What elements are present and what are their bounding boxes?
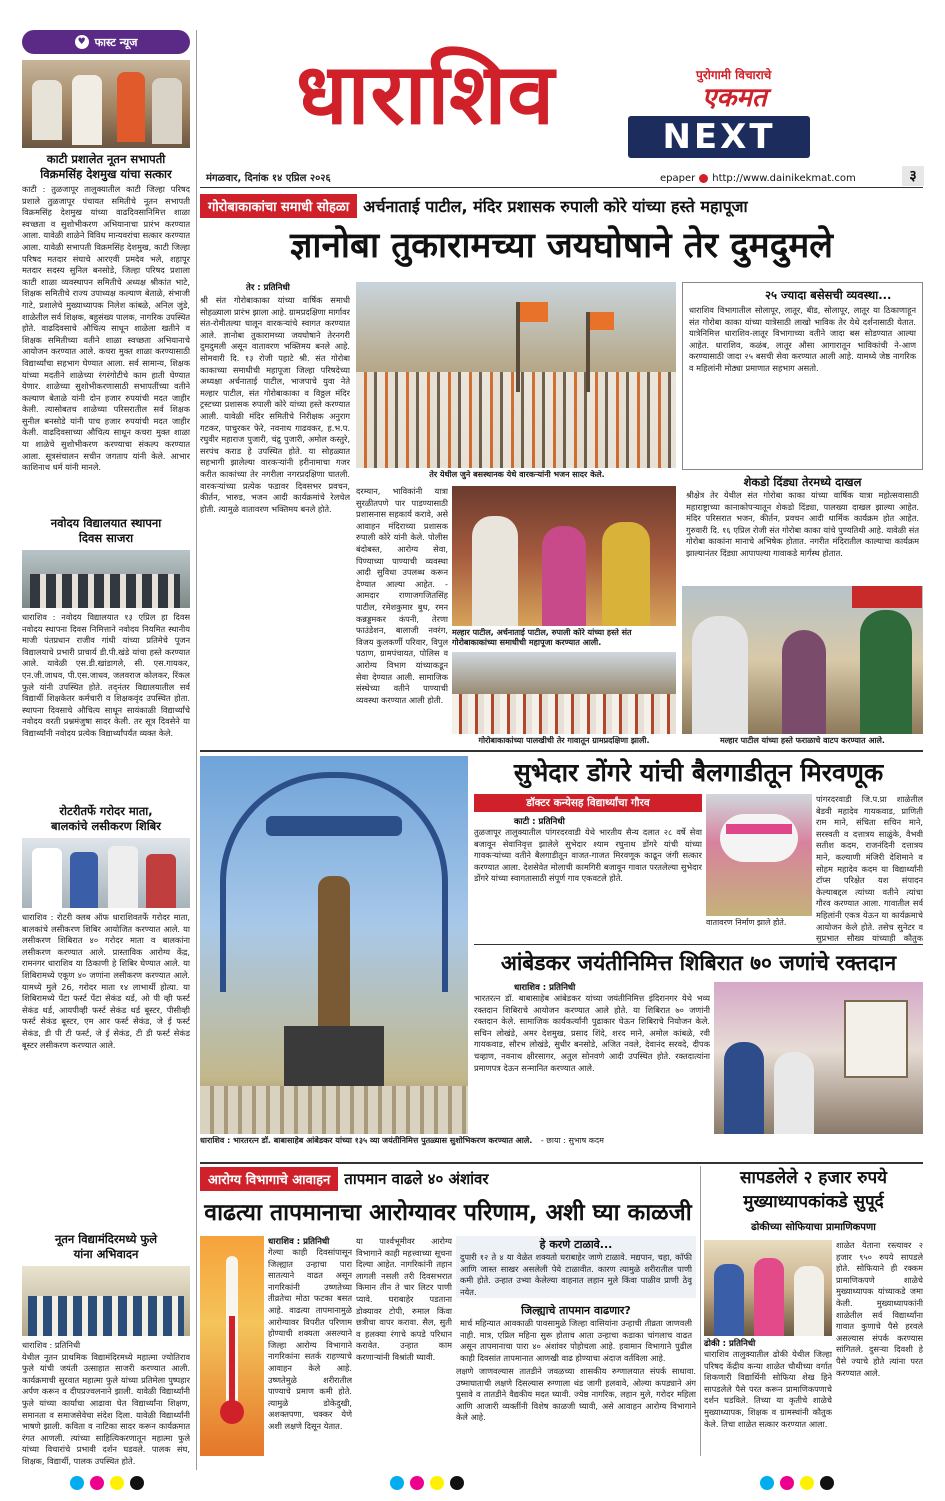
story-d-byline: धाराशिव : प्रतिनिधी bbox=[268, 1237, 330, 1247]
lead-text-col2 bbox=[356, 486, 448, 734]
story-d-box2 bbox=[456, 1302, 696, 1362]
statue-caption: धाराशिव : भारतरत्न डॉ. बाबासाहेब आंबेडकर यांच्या १३५ व्या जयंतीनिमित्त पुतळ्यास सुशोभिकरण करण्यात आले. - छाया : सुभाष कदम bbox=[200, 1136, 604, 1145]
story-e-photo bbox=[704, 1240, 832, 1336]
story1-body: काटी : तुळजापूर तालुक्यातील काटी जिल्हा परिषद प्रशाले तुळजापूर पंचायत समितीचे नूतन सभापती विक्रमसिंह देशमुख यांच्या वाढदिवसानिमित्त शाळा स्वच्छता व सुशोभीकरण अभियानाचा प्रारंभ करण्यात आला. यावेळी शाळेने विविध मान्यवरांचा सत्कार करण्यात आला. यावेळी सभापती विक्रमसिंह देशमुख, काटी जिल्हा परिषद मतदार संघाचे आरएवीं प्रमदेव भले, शहापूर मतदार सदस्य सुनिल बनसोडे, जिल्हा परिषद प्रशाला काटी शाळा व्यवस्थापन समितीचे अध्यक्ष श्रीकांत भाटे, शिक्षक समितीचे राज्य उपाध्यक्ष कल्याण बेताळे, संभाजी गाटे, प्रशालेचे मुख्याध्यापक निलेश कांबळे, अनिल जुंडे, शाळेतील सर्व शिक्षक, बहुसंख्य पालक, नागरिक उपस्थित होते. वाढदिवसाचे औचित्य साधून शाळेला खतीने व शिक्षक समितीच्या वतीने शाळा स्वच्छता अभियानाचे आयोजन करण्यात आले. कचरा मुक्त शाळा करण्यासाठी विद्यार्थ्यांचा सहभाग घेण्यात आला. सर्व सामान्य, शिक्षक यांच्या मदतीने शाळेच्या रंगरंगोटीचे काम हाती घेण्यात येणार. शाळेच्या सुशोभीकरणासाठी सभापतींच्या वतीने कल्याण बेताळे यांनी दोन हजार रुपयांची मदत जाहीर केली. त्यासोबतच शाळेच्या परिसरातील सर्व शिक्षक सुनील बनसोडे यांनी पाच हजार रुपयांची मदत जाहीर केली. वाढदिवसाच्या औचित्य साधून कचरा मुक्त शाळा या शाळेचे सुशोभीकरण करण्याचा संकल्प करण्यात आला. सूत्रसंचालन सचीन जगताप यांनी केले. आभार काशिनाथ धर्म यांनी मानले. bbox=[22, 184, 190, 473]
story-b-col2 bbox=[816, 794, 923, 944]
globe-icon bbox=[699, 174, 708, 183]
story-e-body1: शाळेत येताना रस्त्यावर २ हजार ९५० रुपये सापडले होते. सोफियाने ही रक्कम प्रामाणिकपणे शाळेचे मुख्याध्यापक यांच्याकडे जमा केली. मुख्याध्यापकांनी शाळेतील सर्व विद्यार्थ्यांना गावात कुणाचे पैसे हरवले असल्यास संपर्क करण्यास सांगितले. दुसऱ्या दिवशी हे पैसे ज्याचे होते त्यांना परत करण्यात आले. bbox=[836, 1240, 923, 1378]
lead-kicker: गोरोबाकाकांचा समाधी सोहळा bbox=[200, 194, 357, 218]
story-d-divider bbox=[700, 1166, 701, 1456]
story-b-photo-caption: वातावरण निर्माण झाले होते. bbox=[706, 918, 787, 927]
date-line: मंगळवार, दिनांक १४ एप्रिल २०२६ bbox=[206, 173, 331, 184]
story2-body: धाराशिव : नवोदय विद्यालयात १३ एप्रिल हा दिवस नवोदय स्थापना दिवस निमित्ताने नवोदय नियमित स्थानीय माजी पंतप्रधान राजीव गांधी यांच्या प्रतिमेचे पूजन विद्यालयाचे प्रभारी प्राचार्य डी.पी.खंडे यांचा हस्ते करण्यात आले. यावेळी एस.डी.खांडागले, सी. एस.गायकर, एन.जी.जाधव, पी.एस.जाधव, जलवराज कोलकर, रिंकल फुले यांनी उपस्थित होते. तद्नंतर विद्यालयातील सर्व विद्यार्थी शिक्षकेतर कर्मचारी व शिक्षकवृंद उपस्थित होता. स्थापना दिवसाचे औचित्य साधून सायंकाळी विद्यार्थ्यांचे नवोदय वरती प्रश्नमंजुषा सादर केली. तर सूत्र दिवसेने या विद्यार्थ्यांनी नवोदय प्रत्येक विद्यार्थ्यांपर्यंत व्यक्त केले. bbox=[22, 612, 190, 738]
side-photo-caption: मल्हार पाटील यांच्या हस्ते फराळाचे वाटप करण्यात आले. bbox=[720, 736, 885, 745]
story4-body: धाराशिव : प्रतिनिधी येथील नूतन प्राथमिक विद्यामंदिरमध्ये महात्मा ज्योतिराव फुले यांची जयंती उत्साहात साजरी करण्यात आली. कार्यक्रमाची सुरवात महात्मा फुले यांच्या प्रतिमेला पुष्पहार अर्पण करून व दीपप्रज्वलनाने झाली. यावेळी विद्यार्थ्यांनी फुले यांच्या कार्याचा आढावा घेत विद्यार्थ्यांना शिक्षण, समानता व समाजसेवेचा संदेश दिला. यावेळी विद्यार्थ्यांनी भाषणे झाली. कविता व नाटिका सादर करून कार्यक्रमात रंगत आणली. त्यांच्या साहित्यिकरणातून महात्मा फुले यांच्या विचारांचे प्रभावी दर्शन घडवले. पालक संघ, शिक्षक, विद्यार्थी, पालक उपस्थित होते. bbox=[22, 1340, 190, 1466]
story-d-body1: गेल्या काही दिवसांपासून जिल्ह्यात उन्हाचा पारा सातत्याने वाढत असून नागरिकांनी उष्णतेच्या तीव्रतेचा मोठा फटका बसत आहे. वाढत्या तापमानामुळे आरोग्यावर विपरीत परिणाम होण्याची शक्यता असल्याने जिल्हा आरोग्य विभागाने नागरिकांना सतर्क राहण्याचे आवाहन केले आहे. उष्णतेमुळे शरीरातील पाण्याचे प्रमाण कमी होते. त्यामुळे डोकेदुखी, अशक्तपणा, चक्कर येणे अशी लक्षणे दिसून येतात. bbox=[268, 1247, 352, 1431]
side-box-buses bbox=[682, 282, 923, 470]
story-c-text bbox=[474, 982, 710, 1134]
side-box2-title: शेकडो दिंड्या तेरमध्ये दाखल bbox=[743, 475, 862, 489]
story-d-kicker: आरोग्य विभागाचे आवाहन bbox=[200, 1167, 338, 1191]
color-mark-cyan bbox=[390, 1476, 404, 1490]
story-e-byline: ढोकी : प्रतिनिधी bbox=[704, 1339, 756, 1349]
story2-title: नवोदय विद्यालयात स्थापना दिवस साजरा bbox=[50, 516, 162, 545]
story-d-box1 bbox=[456, 1236, 696, 1298]
story-b-rule bbox=[474, 944, 923, 945]
mid-bottom-rule bbox=[200, 1162, 923, 1164]
color-mark-yellow bbox=[110, 1476, 124, 1490]
lead-photo3-caption: गोरोबाकाकांच्या पालखीची तेर गावातून ग्रामप्रदक्षिणा झाली. bbox=[478, 736, 650, 745]
color-mark-magenta bbox=[780, 1476, 794, 1490]
color-mark-black bbox=[450, 1476, 464, 1490]
story-c-body: भारतरत्न डॉ. बाबासाहेब आंबेडकर यांच्या जयंतीनिमित्त इंदिरानगर येथे भव्य रक्तदान शिबिराचे आयोजन करण्यात आले होते. या शिबिरात ७० जणांनी रक्तदान केले. सामाजिक कार्यकर्त्यांनी पुढाकार घेऊन शिबिराचे नियोजन केले. सचिन लोखंडे, अमर देशमुख, प्रसाद शिंदे, शरद माने, अमोल कांबळे, रवी गायकवाड, सौरभ लोखंडे, सुधीर बनसोडे, अजित नवले, देवानंद सरवदे, दीपक चव्हाण, नवनाथ क्षीरसागर, अतुल सोनवणे आदी उपस्थित होते. रक्तदात्यांना प्रमाणपत्र देऊन सन्मानित करण्यात आले. bbox=[474, 993, 710, 1073]
registration-marks-center bbox=[390, 1476, 560, 1492]
story-b-photo bbox=[706, 794, 812, 916]
side-photo-distribution bbox=[682, 586, 923, 734]
story-d-headline: वाढत्या तापमानाचा आरोग्यावर परिणाम, अशी घ्या काळजी bbox=[204, 1200, 692, 1226]
heart-hand-icon: ♥ bbox=[75, 35, 89, 49]
story-d-col1 bbox=[268, 1236, 352, 1456]
color-mark-black bbox=[130, 1476, 144, 1490]
story3-title: रोटरीतर्फे गरोदर माता, बालकांचे लसीकरण शिबिर bbox=[51, 804, 161, 833]
thermometer-photo bbox=[200, 1236, 264, 1456]
lead-byline: तेर : प्रतिनिधी bbox=[246, 283, 290, 293]
color-mark-magenta bbox=[410, 1476, 424, 1490]
next-logo: NEXT bbox=[628, 116, 810, 158]
side-box2-body: श्रीक्षेत्र तेर येथील संत गोरोबा काका यांच्या वार्षिक यात्रा महोत्सवासाठी महाराष्ट्राच्या कानाकोपऱ्यातून शेकडो दिंड्या, पालख्या दाखल झाल्या आहेत. मंदिर परिसरात भजन, कीर्तन, प्रवचन आदी धार्मिक कार्यक्रम होत आहेत. गुरुवारी दि. १६ एप्रिल रोजी संत गोरोबा काका यांचे पुण्यतिथी आहे. यावेळी संत गोरोबा काकांना मानाचे अभिषेक होतात. नगरीत मंदिरातील काल्याचा कार्यक्रम झाल्यानंतर दिंड्या आपापल्या गावाकडे मार्गस्थ होतात. bbox=[686, 490, 919, 558]
story-e-col2 bbox=[704, 1338, 832, 1456]
story1-photo bbox=[22, 60, 190, 148]
lead-photo-procession bbox=[356, 282, 676, 468]
lead-bottom-rule bbox=[200, 750, 923, 752]
story-e-col1 bbox=[836, 1240, 923, 1456]
story-d-kicker-row bbox=[200, 1166, 696, 1192]
story4-photo bbox=[22, 1266, 190, 1336]
lead-headline: ज्ञानोबा तुकारामच्या जयघोषाने तेर दुमदुमले bbox=[290, 226, 833, 266]
story-e-body2: धाराशिव तालुक्यातील ढोकी येथील जिल्हा परिषद केंद्रीय कन्या शाळेत चौथीच्या वर्गात शिकणारी विद्यार्थिनी सोफिया शेख हिने सापडलेले पैसे परत करून प्रामाणिकपणाचे दर्शन घडविले. तिच्या या कृतीचे शाळेचे मुख्याध्यापक, शिक्षक व ग्रामस्थांनी कौतुक केले. तिचा शाळेत सत्कार करण्यात आला. bbox=[704, 1349, 832, 1429]
story-c-headline: आंबेडकर जयंतीनिमित्त शिबिरात ७० जणांचे रक्तदान bbox=[500, 951, 897, 975]
story-b-body1: तुळजापूर तालुक्यातील पांगरदरवाडी येथे भारतीय सैन्य दलात २८ वर्षे सेवा बजावून सेवानिवृत्त झालेले सुभेदार श्याम रघुनाथ डोंगरे यांची यांच्या गावकऱ्यांच्या वतीने बैलगाडीतून वाजत-गाजत मिरवणूक काढून जंगी सत्कार करण्यात आला. देशसेवेत मोलाची कामगिरी बजावून गावात परतलेल्या सुभेदार डोंगरे यांच्या स्वागतासाठी संपूर्ण गाव एकवटले होते. bbox=[474, 827, 702, 884]
color-mark-yellow bbox=[800, 1476, 814, 1490]
lead-body2: दरम्यान, भाविकांनी यात्रा सुरळीतपणे पार पाडण्यासाठी प्रशासनास सहकार्य करावे, असे आवाहन मंदिराच्या प्रशासक रुपाली कोरे यांनी केले. पोलीस बंदोबस्त, आरोग्य सेवा, पिण्याच्या पाण्याची व्यवस्था आदी सुविधा उपलब्ध करून देण्यात आल्या आहेत. - आमदार राणाजगजितसिंह पाटील, रमेशकुमार बुध, रमन कन्नड्डमकर कंपनी, तेरणा फाउंडेशन, बालाजी नवरंग, विजय कुलकर्णी परिवार, विपुल पठाण, ग्रामपंचायत, पोलिस व आरोग्य विभाग यांच्याकडून सेवा देण्यात आली. सामाजिक संस्थेच्या वतीने पाण्याची व्यवस्था करण्यात आली होती. bbox=[356, 486, 448, 705]
side-box1-body: धाराशिव विभागातील सोलापूर, लातूर, बीड, सोलापूर, लातूर या ठिकाणाहून संत गोरोबा काका यांच्या यात्रेसाठी लाखो भाविक तेर येथे दर्शनासाठी येतात. यात्रेनिमित्त धाराशिव-लातूर विभागाच्या वतीने जादा बस सोडण्यात आल्या आहेत. धाराशिव, कळंब, लातूर औसा आगारातून भाविकांची ने-आण करण्यासाठी जादा २५ बसची सेवा करण्यात आली आहे. यामध्ये जेष्ठ नागरिक व महिलांनी मोठ्या प्रमाणात सहभाग असतो. bbox=[689, 305, 916, 373]
lead-photo-palkhi bbox=[452, 652, 676, 734]
header-rule bbox=[200, 187, 923, 188]
ekmat-tagline: पुरोगामी विचाराचे bbox=[696, 68, 772, 82]
lead-text-col1 bbox=[200, 282, 350, 734]
story-c-photo bbox=[714, 982, 923, 1134]
story-b-headline: सुभेदार डोंगरे यांची बैलगाडीतून मिरवणूक bbox=[513, 758, 884, 787]
side-box-dindya bbox=[682, 472, 923, 584]
story-c-byline: धाराशिव : प्रतिनिधी bbox=[514, 983, 576, 993]
color-mark-yellow bbox=[430, 1476, 444, 1490]
color-mark-magenta bbox=[90, 1476, 104, 1490]
side-box1-title: २५ ज्यादा बसेसची व्यवस्था... bbox=[765, 288, 892, 302]
fast-news-badge bbox=[22, 30, 190, 54]
registration-marks-left bbox=[70, 1476, 240, 1492]
story-d-body2: या पार्श्वभूमीवर आरोग्य विभागाने काही महत्त्वाच्या सूचना दिल्या आहेत. नागरिकांनी तहान लागली नसली तरी दिवसभरात किमान तीन ते चार लिटर पाणी प्यावे. घराबाहेर पडताना डोक्यावर टोपी, रुमाल किंवा छत्रीचा वापर करावा. सैल, सुती व हलक्या रंगाचे कपडे परिधान करावेत. उन्हात काम करणाऱ्यांनी विश्रांती घ्यावी. bbox=[356, 1236, 452, 1362]
page-number: ३ bbox=[902, 166, 924, 186]
story3-photo bbox=[22, 838, 190, 908]
lead-kicker-row bbox=[200, 192, 923, 220]
registration-marks-right bbox=[760, 1476, 930, 1492]
color-mark-black bbox=[820, 1476, 834, 1490]
lead-deck: अर्चनाताई पाटील, मंदिर प्रशासक रुपाली कोरे यांच्या हस्ते महापूजा bbox=[363, 197, 748, 216]
story2-photo bbox=[22, 550, 190, 608]
ekmat-logo: एकमत bbox=[702, 83, 767, 113]
story-d-box2-title: जिल्ह्याचे तापमान वाढणार? bbox=[521, 1304, 631, 1317]
story3-body: धाराशिव : रोटरी क्लब ऑफ धाराशिवतर्फे गरोदर माता, बालकांचे लसीकरण शिबिर आयोजित करण्यात आले. या लसीकरण शिबिरात ४० गरोदर माता व बालकांना लसीकरण करण्यात आले. प्रास्ताविक आरोग्य केंद्र, रामनगर धाराशिव या ठिकाणी हे शिबिर घेण्यात आले. या शिबिरामध्ये एकूण ४० जणांना लसीकरण करण्यात आले. यामध्ये मुले 26, गरोदर माता १४ लाभार्थी होत्या. या शिबिरामध्ये पेंटा फर्स्ट पेंटा सेकंड थर्ड, ओ पी व्ही फर्स्ट सेकंड थर्ड, आयपीव्ही फर्स्ट सेकंड थर्ड बूस्टर, पीसीव्ही फर्स्ट सेकंड बूस्टर, एम आर फर्स्ट सेकंड, जे ई फर्स्ट सेकंड, डी पी टी फर्स्ट, जे ई सेकंड, टी डी फर्स्ट सेकंड बूस्टर लसीकरण करण्यात आले. bbox=[22, 912, 190, 1050]
color-mark-cyan bbox=[70, 1476, 84, 1490]
lead-body1: श्री संत गोरोबाकाका यांच्या वार्षिक समाधी सोहळ्याला प्रारंभ झाला आहे. ग्रामप्रदक्षिणा मार्गावर संत-रोमीतल्या घालून वारकऱ्यांचे स्वागत करण्यात आले. ज्ञानोबा तुकारामच्या जयघोषाने तेरनगरी दुमदुमली असून वातावरण भक्तिमय बनले आहे. सोमवारी दि. १३ रोजी पहाटे श्री. संत गोरोबा काकाच्या समाधीची महापूजा जिल्हा परिषदेच्या अध्यक्षा अर्चनाताई पाटील, भाजपाचे युवा नेते मल्हार पाटील, संत गोरोबाकाका व विठ्ठल मंदिर ट्रस्टच्या प्रशासक रुपाली कोरे यांच्या हस्ते करण्यात आली. यावेळी मंदिर समितीचे निरीक्षक अनुराग गटकर, पाचुरकर फेरे, नवनाथ गाढवकर, ह.भ.प. रघुवीर महाराज पुजारी, चंद्रु पुजारी, अमोल कस्तुरे, सरपंच कराड हे उपस्थित होते. या सोहळ्यात सहभागी झालेल्या वारकऱ्यांनी हरीनामाचा गजर करीत काकांच्या तेर नगरीला नगरप्रदक्षिणा घातली. वारकऱ्यांच्या प्रत्येक फडावर दिवसभर प्रवचन, कीर्तन, भारुड, भजन आदी कार्यक्रमांचे रेलचेल होती. त्यामुळे वातावरण भक्तिमय बनले होते. bbox=[200, 295, 350, 514]
fast-news-label: फास्ट न्यूज bbox=[94, 35, 138, 49]
story-d-deck: तापमान वाढले ४० अंशांवर bbox=[344, 1170, 489, 1188]
story-e-kicker: ढोकीच्या सोफियाचा प्रामाणिकपणा bbox=[751, 1222, 876, 1233]
story-d-col2 bbox=[356, 1236, 452, 1456]
story-b-byline: काटी : प्रतिनिधी bbox=[514, 817, 565, 827]
story-d-box1-body: दुपारी १२ ते ४ या वेळेत शक्यतो घराबाहेर जाणे टाळावे. मद्यपान, चहा, कॉफी आणि जास्त साखर असलेली पेये टाळावीत. कारण त्यामुळे शरीरातील पाणी कमी होते. उन्हात उभ्या केलेल्या वाहनात लहान मुले किंवा पाळीव प्राणी ठेवू नयेत. bbox=[460, 1252, 692, 1296]
story-d-box1-title: हे करणे टाळावे... bbox=[539, 1238, 613, 1251]
story-b-col1 bbox=[474, 816, 702, 940]
lead-photo2-caption: मल्हार पाटील, अर्चनाताई पाटील, रुपाली कोरे यांच्या हस्ते संत गोरोबाकाकांच्या समाधीची महापूजा करण्यात आली. bbox=[452, 628, 632, 647]
story4-title: नूतन विद्यामंदिरमध्ये फुले यांना अभिवादन bbox=[54, 1232, 158, 1261]
story-d-col3 bbox=[456, 1366, 696, 1456]
lead-photo-pooja bbox=[452, 486, 676, 626]
left-column-divider bbox=[196, 30, 197, 1470]
statue-photo bbox=[200, 756, 468, 1134]
story1-title: काटी प्रशालेत नूतन सभापती विक्रमसिंह देशमुख यांचा सत्कार bbox=[40, 152, 172, 181]
epaper-line: epaper http://www.dainikekmat.com bbox=[660, 172, 856, 184]
website-url[interactable]: http://www.dainikekmat.com bbox=[712, 172, 856, 184]
color-mark-cyan bbox=[760, 1476, 774, 1490]
left-column bbox=[22, 30, 190, 1470]
story-e-headline: सापडलेले २ हजार रुपये मुख्याध्यापकांकडे सुपूर्द bbox=[740, 1168, 887, 1212]
story-d-box2-body: मार्च महिन्यात आवकाळी पावसामुळे जिल्हा वासियांना उन्हाची तीव्रता जाणवली नाही. मात्र, एप्रिल महिना सुरू होताच आता उन्हाचा कडाका चांगलाच वाढत असून तापमानाचा पारा ४० अंशांवर पोहोचला आहे. हवामान विभागाने पुढील काही दिवसांत तापमानात आणखी वाढ होण्याचा अंदाज वर्तविला आहे. bbox=[460, 1318, 692, 1362]
story-b-body2: पांगरदरवाडी जि.प.प्रा शाळेतील बेडवी महादेव गायकवाड, प्राणिती राम माने, संचिता सचिन माने, सरस्वती व दत्तात्रय साळुंके, वैभवी सतीश कदम, राजनंदिनी दत्तात्रय माने, कल्याणी मंजिरी देशिमाने व सोहम महादेव कदम या विद्यार्थ्यांनी टॉप्स परिक्षेत यश संपादन केल्याबद्दल त्यांच्या वतीने त्यांचा गौरव करण्यात आला. गावातील सर्व महिलांनी एकत्र येऊन या कार्यक्रमाचे आयोजन केले होते. तसेच सुनेटर व सुप्रभात सौख्य यांच्याही कौतुक bbox=[816, 794, 923, 944]
story-b-kicker: डॉक्टर कन्येसह विद्यार्थ्यांचा गौरव bbox=[474, 794, 702, 812]
lead-photo1-caption: तेर येथील जुने बसस्थानक येथे वारकऱ्यांनी भजन सादर केले. bbox=[429, 470, 605, 479]
paper-title: धाराशिव bbox=[296, 45, 556, 143]
story-d-body3: लक्षणे जाणवल्यास तातडीने जवळच्या शासकीय रुग्णालयात संपर्क साधावा. उष्माघाताची लक्षणे दिसल्यास रुग्णाला थंड जागी हलवावे, ओल्या कपड्याने अंग पुसावे व तातडीने वैद्यकीय मदत घ्यावी. ज्येष्ठ नागरिक, लहान मुले, गरोदर महिला आणि आजारी व्यक्तींनी विशेष काळजी घ्यावी, असे आवाहन आरोग्य विभागाने केले आहे. bbox=[456, 1366, 696, 1423]
